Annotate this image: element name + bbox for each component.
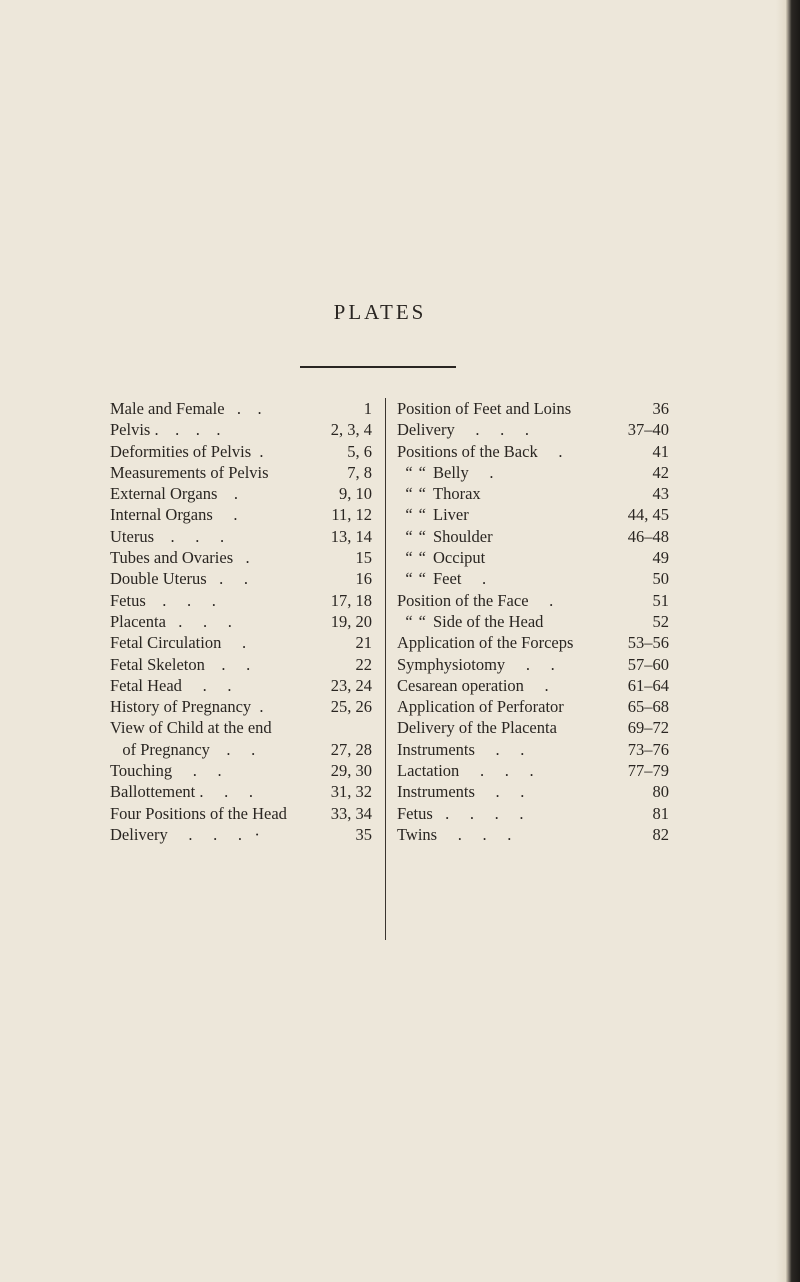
- heading-rule: [300, 366, 456, 368]
- plate-entry: [397, 568, 669, 589]
- plate-numbers: 80: [652, 782, 669, 802]
- plate-entry: [110, 526, 372, 547]
- plate-numbers: 31, 32: [330, 782, 372, 802]
- plate-numbers: 69–72: [627, 718, 669, 738]
- dot-leader: . . .: [145, 590, 216, 610]
- ditto-mark: “ “: [403, 526, 427, 546]
- plate-numbers: 65–68: [627, 697, 669, 717]
- plate-title-text: Ballottement: [110, 782, 196, 802]
- plate-entry: [110, 419, 372, 440]
- plate-title: [397, 504, 628, 525]
- plate-entry: [110, 568, 372, 589]
- dot-leader: . .: [474, 782, 525, 802]
- plate-entry: [397, 632, 669, 653]
- plate-title: [110, 568, 356, 589]
- dot-leader: . .: [505, 654, 555, 674]
- plate-entry: [110, 824, 372, 845]
- plate-entry: [397, 824, 669, 845]
- plate-numbers: 22: [355, 654, 372, 674]
- plate-entry: [110, 632, 372, 653]
- plate-entry: [397, 590, 669, 611]
- plate-numbers: 50: [652, 569, 669, 589]
- plate-title-text: Delivery: [397, 420, 455, 440]
- plate-entry: [110, 398, 372, 419]
- plate-title-text: Cesarean operation: [397, 675, 524, 695]
- plate-title: [110, 675, 331, 696]
- dot-leader: .: [217, 484, 238, 504]
- ditto-mark: “ “: [403, 462, 427, 482]
- plate-entry: [397, 760, 669, 781]
- plate-title-text: Uterus: [110, 526, 154, 546]
- plate-numbers: 42: [652, 462, 669, 482]
- plate-title: [110, 717, 372, 738]
- page-heading: PLATES: [333, 300, 427, 324]
- plate-entry: [397, 654, 669, 675]
- plate-title: [397, 824, 653, 845]
- plate-entry: [397, 419, 669, 440]
- dot-leader: . . .: [437, 824, 512, 844]
- dot-leader: . .: [206, 569, 248, 589]
- plate-numbers: 21: [355, 633, 372, 653]
- plate-title: [397, 696, 628, 717]
- plate-numbers: 16: [355, 569, 372, 589]
- plate-entry: [397, 526, 669, 547]
- plate-title-text: View of Child at the end: [110, 718, 272, 738]
- plate-entry: [397, 398, 669, 419]
- plate-title-text: Positions of the Back: [397, 441, 538, 461]
- dot-leader: .: [537, 441, 563, 461]
- plate-numbers: 13, 14: [330, 526, 372, 546]
- plate-title-text: Fetus: [110, 590, 146, 610]
- plate-title-text: Touching: [110, 761, 173, 781]
- plate-entry: [397, 696, 669, 717]
- dot-leader: . . . .: [432, 803, 524, 823]
- plate-title: [110, 654, 356, 675]
- plate-entry: [110, 590, 372, 611]
- plate-title-text: Lactation: [397, 761, 460, 781]
- plate-entry: [110, 547, 372, 568]
- plate-title: [110, 419, 331, 440]
- plate-title-text: Thorax: [433, 484, 481, 504]
- dot-leader: . .: [474, 739, 525, 759]
- plate-numbers: 11, 12: [331, 505, 372, 525]
- plate-title: [397, 441, 653, 462]
- plate-title-text: Internal Organs: [110, 505, 213, 525]
- page-gutter: [776, 0, 786, 1282]
- plate-entry: [397, 547, 669, 568]
- plate-title: [397, 675, 628, 696]
- plate-title-text: History of Pregnancy: [110, 697, 252, 717]
- plate-title-text: Side of the Head: [433, 611, 544, 631]
- plate-title: [397, 760, 628, 781]
- plate-entry: [397, 483, 669, 504]
- plate-title-text: Fetus: [397, 803, 433, 823]
- plate-numbers: 9, 10: [339, 484, 372, 504]
- plate-entry: [110, 781, 372, 802]
- plate-title-text: Feet: [433, 569, 462, 589]
- ditto-mark: “ “: [403, 548, 427, 568]
- plate-title: [397, 547, 653, 568]
- plate-entry: [397, 675, 669, 696]
- plate-title: [397, 462, 653, 483]
- plate-title-text: Instruments: [397, 782, 475, 802]
- plate-numbers: 19, 20: [330, 611, 372, 631]
- plate-title: [110, 739, 331, 760]
- plate-numbers: 5, 6: [347, 441, 372, 461]
- plate-entry: [397, 611, 669, 632]
- plate-numbers: 73–76: [627, 739, 669, 759]
- plate-numbers: 53–56: [627, 633, 669, 653]
- plate-title: [397, 590, 653, 611]
- plate-title-text: Application of Perforator: [397, 697, 564, 717]
- plate-title-text: Twins: [397, 824, 438, 844]
- plate-title-text: Measurements of Pelvis: [110, 462, 269, 482]
- plate-numbers: 35: [355, 824, 372, 844]
- dot-leader: . . .: [165, 611, 232, 631]
- plate-numbers: 61–64: [627, 675, 669, 695]
- plate-title-text: Double Uterus: [110, 569, 207, 589]
- plate-title: [397, 739, 628, 760]
- plate-title: [397, 568, 653, 589]
- plate-title-text: of Pregnancy: [110, 739, 210, 759]
- plate-title: [397, 526, 628, 547]
- plate-entry: [110, 462, 372, 483]
- dot-leader: .: [251, 697, 264, 717]
- plate-title: [397, 483, 653, 504]
- plate-numbers: 51: [652, 590, 669, 610]
- plate-title: [110, 590, 331, 611]
- dot-leader: .: [251, 441, 264, 461]
- plate-title: [110, 824, 356, 845]
- ditto-mark: “ “: [403, 611, 427, 631]
- plate-numbers: 33, 34: [330, 803, 372, 823]
- plate-title: [397, 419, 628, 440]
- dot-leader: . .: [204, 654, 251, 674]
- ditto-mark: “ “: [403, 505, 427, 525]
- plate-title: [397, 654, 628, 675]
- dot-leader: . . .: [195, 782, 253, 802]
- plate-title-text: Delivery of the Placenta: [397, 718, 557, 738]
- plate-title-text: Deformities of Pelvis: [110, 441, 252, 461]
- ditto-mark: “ “: [403, 484, 427, 504]
- plate-title: [110, 462, 347, 483]
- ditto-mark: “ “: [403, 569, 427, 589]
- plate-title-text: Fetal Skeleton: [110, 654, 205, 674]
- dot-leader: . .: [209, 739, 256, 759]
- dot-leader: .: [528, 590, 554, 610]
- plate-title-text: Belly: [433, 462, 469, 482]
- plate-entry: [397, 781, 669, 802]
- plate-title-text: Pelvis: [110, 420, 151, 440]
- plates-list-left: [110, 398, 372, 845]
- column-divider: [385, 398, 386, 940]
- plate-title-text: Position of Feet and Loins: [397, 399, 572, 418]
- plate-numbers: 82: [652, 824, 669, 844]
- plate-numbers: 41: [652, 441, 669, 461]
- plate-numbers: 36: [652, 399, 669, 418]
- plate-numbers: 81: [652, 803, 669, 823]
- plate-entry: [110, 675, 372, 696]
- plate-title: [397, 632, 628, 653]
- plate-title-text: Occiput: [433, 548, 486, 568]
- book-spine-edge: [786, 0, 800, 1282]
- plate-entry: [397, 739, 669, 760]
- plate-numbers: 7, 8: [347, 462, 372, 482]
- dot-leader: . .: [181, 675, 232, 695]
- plate-entry: [110, 504, 372, 525]
- plate-title-text: Shoulder: [433, 526, 493, 546]
- plate-numbers: 52: [652, 611, 669, 631]
- plate-numbers: 2, 3, 4: [330, 420, 372, 440]
- dot-leader: . .: [224, 399, 262, 418]
- dot-leader: . . . .: [150, 420, 221, 440]
- plates-list-right: [397, 398, 669, 845]
- plate-entry: [397, 462, 669, 483]
- dot-leader: .: [221, 633, 247, 653]
- plate-numbers: 57–60: [627, 654, 669, 674]
- dot-leader: . . .: [459, 761, 534, 781]
- plate-title: [110, 803, 331, 824]
- plate-title: [397, 717, 628, 738]
- plate-entry: [110, 654, 372, 675]
- plate-title-text: Instruments: [397, 739, 475, 759]
- dot-leader: . . .: [454, 420, 529, 440]
- plate-title: [110, 781, 331, 802]
- plate-title-text: Placenta: [110, 611, 166, 631]
- plate-title: [397, 781, 653, 802]
- plate-numbers: 1: [363, 399, 372, 418]
- plate-entry: [110, 803, 372, 824]
- dot-leader: .: [461, 569, 487, 589]
- plate-title-text: Liver: [433, 505, 469, 525]
- plate-title-text: Fetal Circulation: [110, 633, 222, 653]
- plate-title: [110, 483, 339, 504]
- plate-title: [110, 504, 331, 525]
- plate-numbers: 43: [652, 484, 669, 504]
- plate-numbers: 15: [355, 548, 372, 568]
- plate-title-text: Delivery: [110, 824, 168, 844]
- plate-title-text: Symphysiotomy: [397, 654, 506, 674]
- plate-entry: [110, 760, 372, 781]
- plate-entry: [397, 717, 669, 738]
- dot-leader: .: [233, 548, 250, 568]
- plate-title: [110, 696, 331, 717]
- plate-title: [110, 611, 331, 632]
- plate-numbers: 29, 30: [330, 761, 372, 781]
- plate-entry: [110, 696, 372, 717]
- plate-title: [397, 803, 653, 824]
- plate-title-text: External Organs: [110, 484, 218, 504]
- plate-title: [397, 398, 653, 419]
- plate-title-text: Position of the Face: [397, 590, 529, 610]
- dot-leader: .: [468, 462, 494, 482]
- plate-entry: [110, 611, 372, 632]
- plate-numbers: 27, 28: [330, 739, 372, 759]
- plate-entry: [110, 739, 372, 760]
- plate-title: [110, 441, 347, 462]
- plate-title-text: Male and Female: [110, 399, 225, 418]
- plate-title-text: Application of the Forceps: [397, 633, 574, 653]
- plate-entry: [110, 717, 372, 738]
- dot-leader: .: [523, 675, 549, 695]
- plate-numbers: 23, 24: [330, 675, 372, 695]
- plate-title: [110, 547, 356, 568]
- plate-numbers: 49: [652, 548, 669, 568]
- plate-entry: [397, 803, 669, 824]
- plate-numbers: 77–79: [627, 761, 669, 781]
- plate-numbers: 44, 45: [627, 505, 669, 525]
- plate-title: [110, 398, 364, 419]
- plate-numbers: 17, 18: [330, 590, 372, 610]
- plate-entry: [397, 441, 669, 462]
- plate-title: [397, 611, 653, 632]
- dot-leader: . . .: [154, 526, 225, 546]
- plate-numbers: 25, 26: [330, 697, 372, 717]
- plate-title: [110, 632, 356, 653]
- plate-numbers: 37–40: [627, 420, 669, 440]
- plate-title: [110, 760, 331, 781]
- dot-leader: . .: [172, 761, 222, 781]
- plate-numbers: 46–48: [627, 526, 669, 546]
- plate-entry: [110, 441, 372, 462]
- dot-leader: . . . ·: [167, 824, 260, 844]
- plate-title-text: Four Positions of the Head: [110, 803, 287, 823]
- plate-entry: [110, 483, 372, 504]
- dot-leader: .: [212, 505, 238, 525]
- plate-title: [110, 526, 331, 547]
- plate-title-text: Fetal Head: [110, 675, 182, 695]
- plate-entry: [397, 504, 669, 525]
- plate-title-text: Tubes and Ovaries: [110, 548, 234, 568]
